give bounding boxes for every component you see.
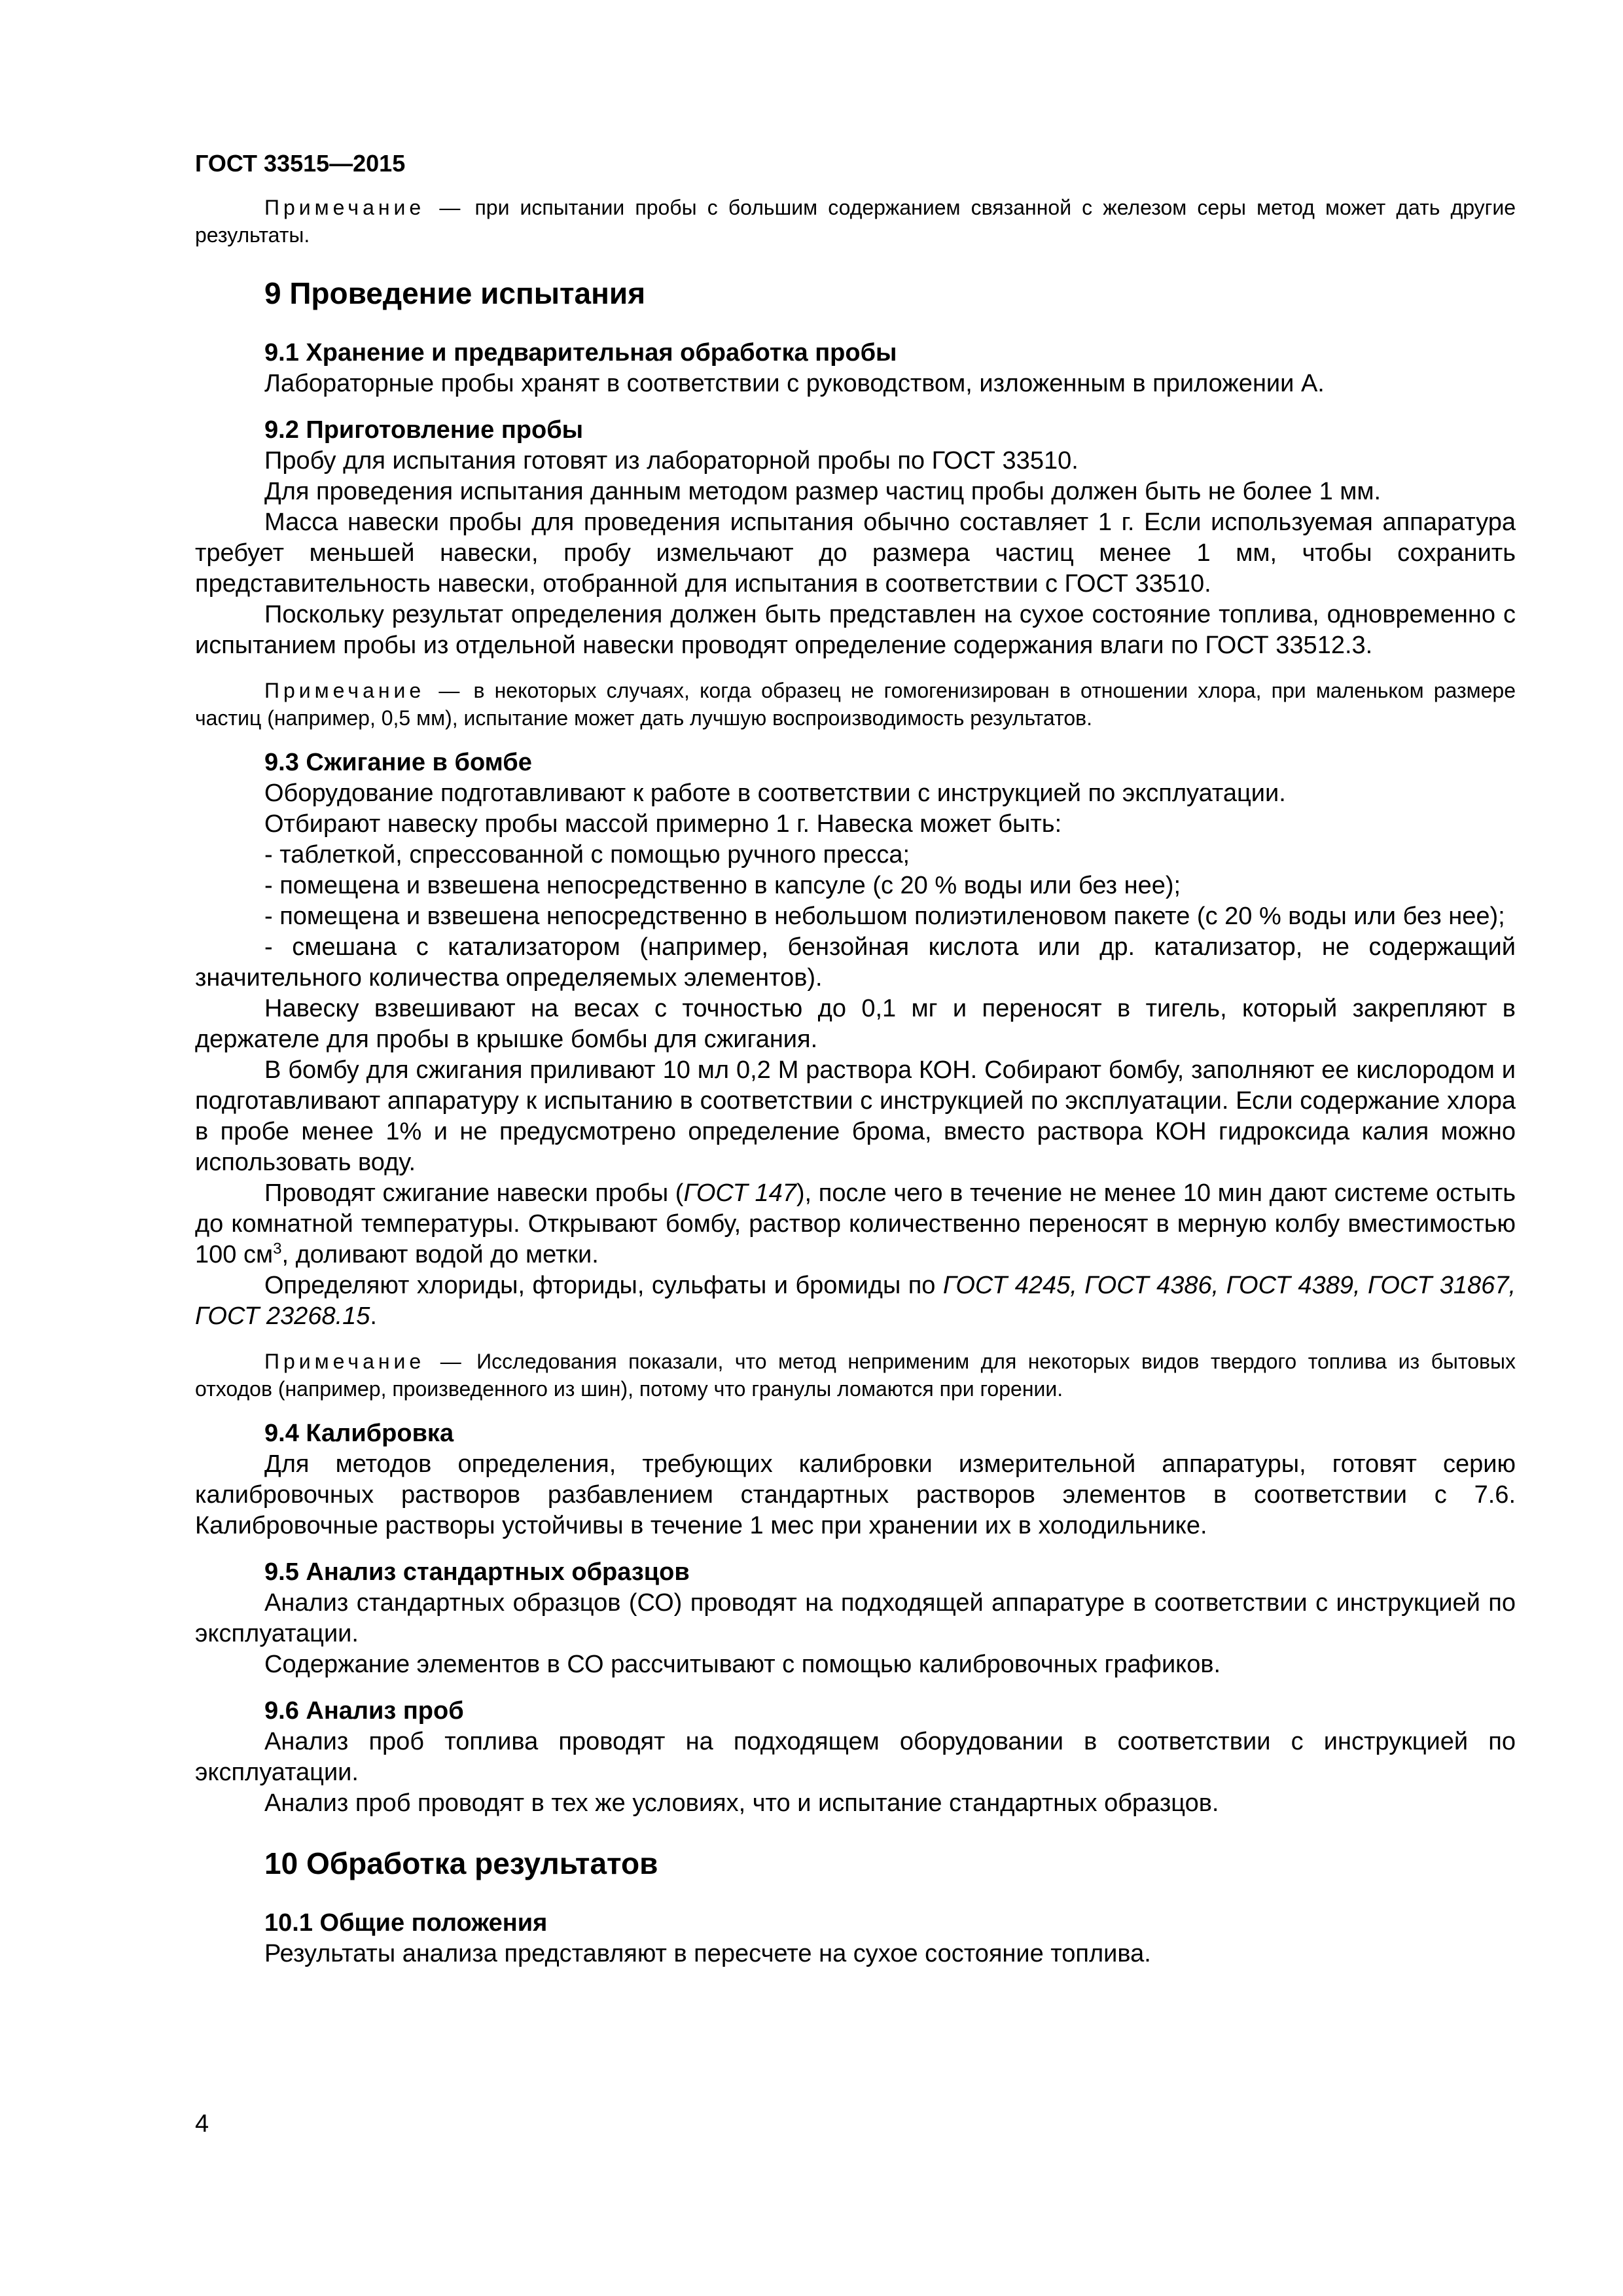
text-segment: . xyxy=(370,1302,377,1330)
paragraph: Результаты анализа представляют в пересчете на сухое состояние топлива. xyxy=(264,1940,1151,1967)
paragraph: Поскольку результат определения должен быть представлен на сухое состояние топлива, одновременно с испытанием пробы из отдельной навески проводят определение содержания влаги по ГОСТ 33512.3. xyxy=(195,601,1516,659)
note-text: в некоторых случаях, когда образец не гомогенизирован в отношении хлора, при маленьком размере частиц (например, 0,5 мм), испытание может дать лучшую воспроизводимость результатов. xyxy=(195,679,1516,730)
list-item: - таблеткой, спрессованной с помощью ручного пресса; xyxy=(264,841,910,869)
subsection-9-1-title: 9.1 Хранение и предварительная обработка пробы xyxy=(264,339,897,367)
paragraph: Отбирают навеску пробы массой примерно 1 г. Навеска может быть: xyxy=(264,810,1062,838)
section-10-title: 10 Обработка результатов xyxy=(264,1846,658,1880)
text-segment: ), после чего в течение не менее 10 мин дают системе остыть до комнатной температуры. Открывают бомбу, раствор количественно переносят в мерную колбу вместимостью 100 см xyxy=(195,1179,1516,1268)
standard-reference: ГОСТ 147 xyxy=(683,1179,796,1207)
paragraph: Содержание элементов в СО рассчитывают с помощью калибровочных графиков. xyxy=(264,1651,1221,1678)
document-code-header: ГОСТ 33515—2015 xyxy=(195,150,406,177)
text-segment: , доливают водой до метки. xyxy=(281,1241,599,1268)
note-9-3 xyxy=(195,1348,1516,1403)
paragraph: Для проведения испытания данным методом размер частиц пробы должен быть не более 1 мм. xyxy=(264,478,1382,505)
subsection-9-2-title: 9.2 Приготовление пробы xyxy=(264,416,584,444)
paragraph: В бомбу для сжигания приливают 10 мл 0,2 М раствора КОН. Собирают бомбу, заполняют ее кислородом и подготавливают аппаратуру к испытанию в соответствии с инструкцией по эксплуатации. Если содержание хлора в пробе менее 1% и не предусмотрено определение брома, вместо раствора КОН гидроксида калия можно использовать воду. xyxy=(195,1056,1516,1176)
note-text: при испытании пробы с большим содержанием связанной с железом серы метод может дать другие результаты. xyxy=(195,196,1516,247)
paragraph: Анализ стандартных образцов (СО) проводят на подходящей аппаратуре в соответствии с инструкцией по эксплуатации. xyxy=(195,1589,1516,1647)
note-label: Примечание — xyxy=(264,196,465,219)
note-label: Примечание — xyxy=(264,679,464,702)
subsection-9-4-title: 9.4 Калибровка xyxy=(264,1420,454,1447)
paragraph: Лабораторные пробы хранят в соответствии с руководством, изложенным в приложении А. xyxy=(264,370,1325,397)
superscript: 3 xyxy=(273,1240,282,1258)
paragraph xyxy=(195,1178,1516,1270)
paragraph: Пробу для испытания готовят из лабораторной пробы по ГОСТ 33510. xyxy=(264,447,1079,475)
list-item: - смешана с катализатором (например, бензойная кислота или др. катализатор, не содержащий значительного количества определяемых элементов). xyxy=(195,933,1516,992)
subsection-10-1-title: 10.1 Общие положения xyxy=(264,1909,548,1937)
standard-reference: ГОСТ 4245, ГОСТ 4386, ГОСТ 4389, ГОСТ 31867, ГОСТ 23268.15 xyxy=(195,1272,1516,1330)
subsection-9-3-title: 9.3 Сжигание в бомбе xyxy=(264,749,532,776)
subsection-9-5-title: 9.5 Анализ стандартных образцов xyxy=(264,1558,690,1586)
page-content xyxy=(195,149,1516,1969)
paragraph: Для методов определения, требующих калибровки измерительной аппаратуры, готовят серию калибровочных растворов разбавлением стандартных растворов элементов в соответствии с 7.6. Калибровочные растворы устойчивы в течение 1 мес при хранении их в холодильнике. xyxy=(195,1450,1516,1539)
page-number: 4 xyxy=(195,2110,209,2138)
paragraph xyxy=(195,1270,1516,1332)
note-9-2 xyxy=(195,677,1516,732)
note-top xyxy=(195,194,1516,249)
paragraph: Анализ проб проводят в тех же условиях, что и испытание стандартных образцов. xyxy=(264,1789,1219,1817)
note-label: Примечание — xyxy=(264,1350,465,1373)
note-text: Исследования показали, что метод неприменим для некоторых видов твердого топлива из бытовых отходов (например, произведенного из шин), потому что гранулы ломаются при горении. xyxy=(195,1350,1516,1401)
paragraph: Анализ проб топлива проводят на подходящем оборудовании в соответствии с инструкцией по эксплуатации. xyxy=(195,1728,1516,1786)
paragraph: Масса навески пробы для проведения испытания обычно составляет 1 г. Если используемая аппаратура требует меньшей навески, пробу измельчают до размера частиц менее 1 мм, чтобы сохранить представительность навески, отобранной для испытания в соответствии с ГОСТ 33510. xyxy=(195,509,1516,598)
text-segment: Определяют хлориды, фториды, сульфаты и бромиды по xyxy=(264,1272,943,1299)
list-item: - помещена и взвешена непосредственно в капсуле (с 20 % воды или без нее); xyxy=(264,872,1181,899)
section-9-title: 9 Проведение испытания xyxy=(264,276,646,310)
paragraph: Оборудование подготавливают к работе в соответствии с инструкцией по эксплуатации. xyxy=(264,780,1286,807)
paragraph: Навеску взвешивают на весах с точностью до 0,1 мг и переносят в тигель, который закрепляют в держателе для пробы в крышке бомбы для сжигания. xyxy=(195,995,1516,1053)
text-segment: Проводят сжигание навески пробы ( xyxy=(264,1179,684,1207)
subsection-9-6-title: 9.6 Анализ проб xyxy=(264,1697,464,1725)
list-item: - помещена и взвешена непосредственно в небольшом полиэтиленовом пакете (с 20 % воды или без нее); xyxy=(264,903,1505,930)
